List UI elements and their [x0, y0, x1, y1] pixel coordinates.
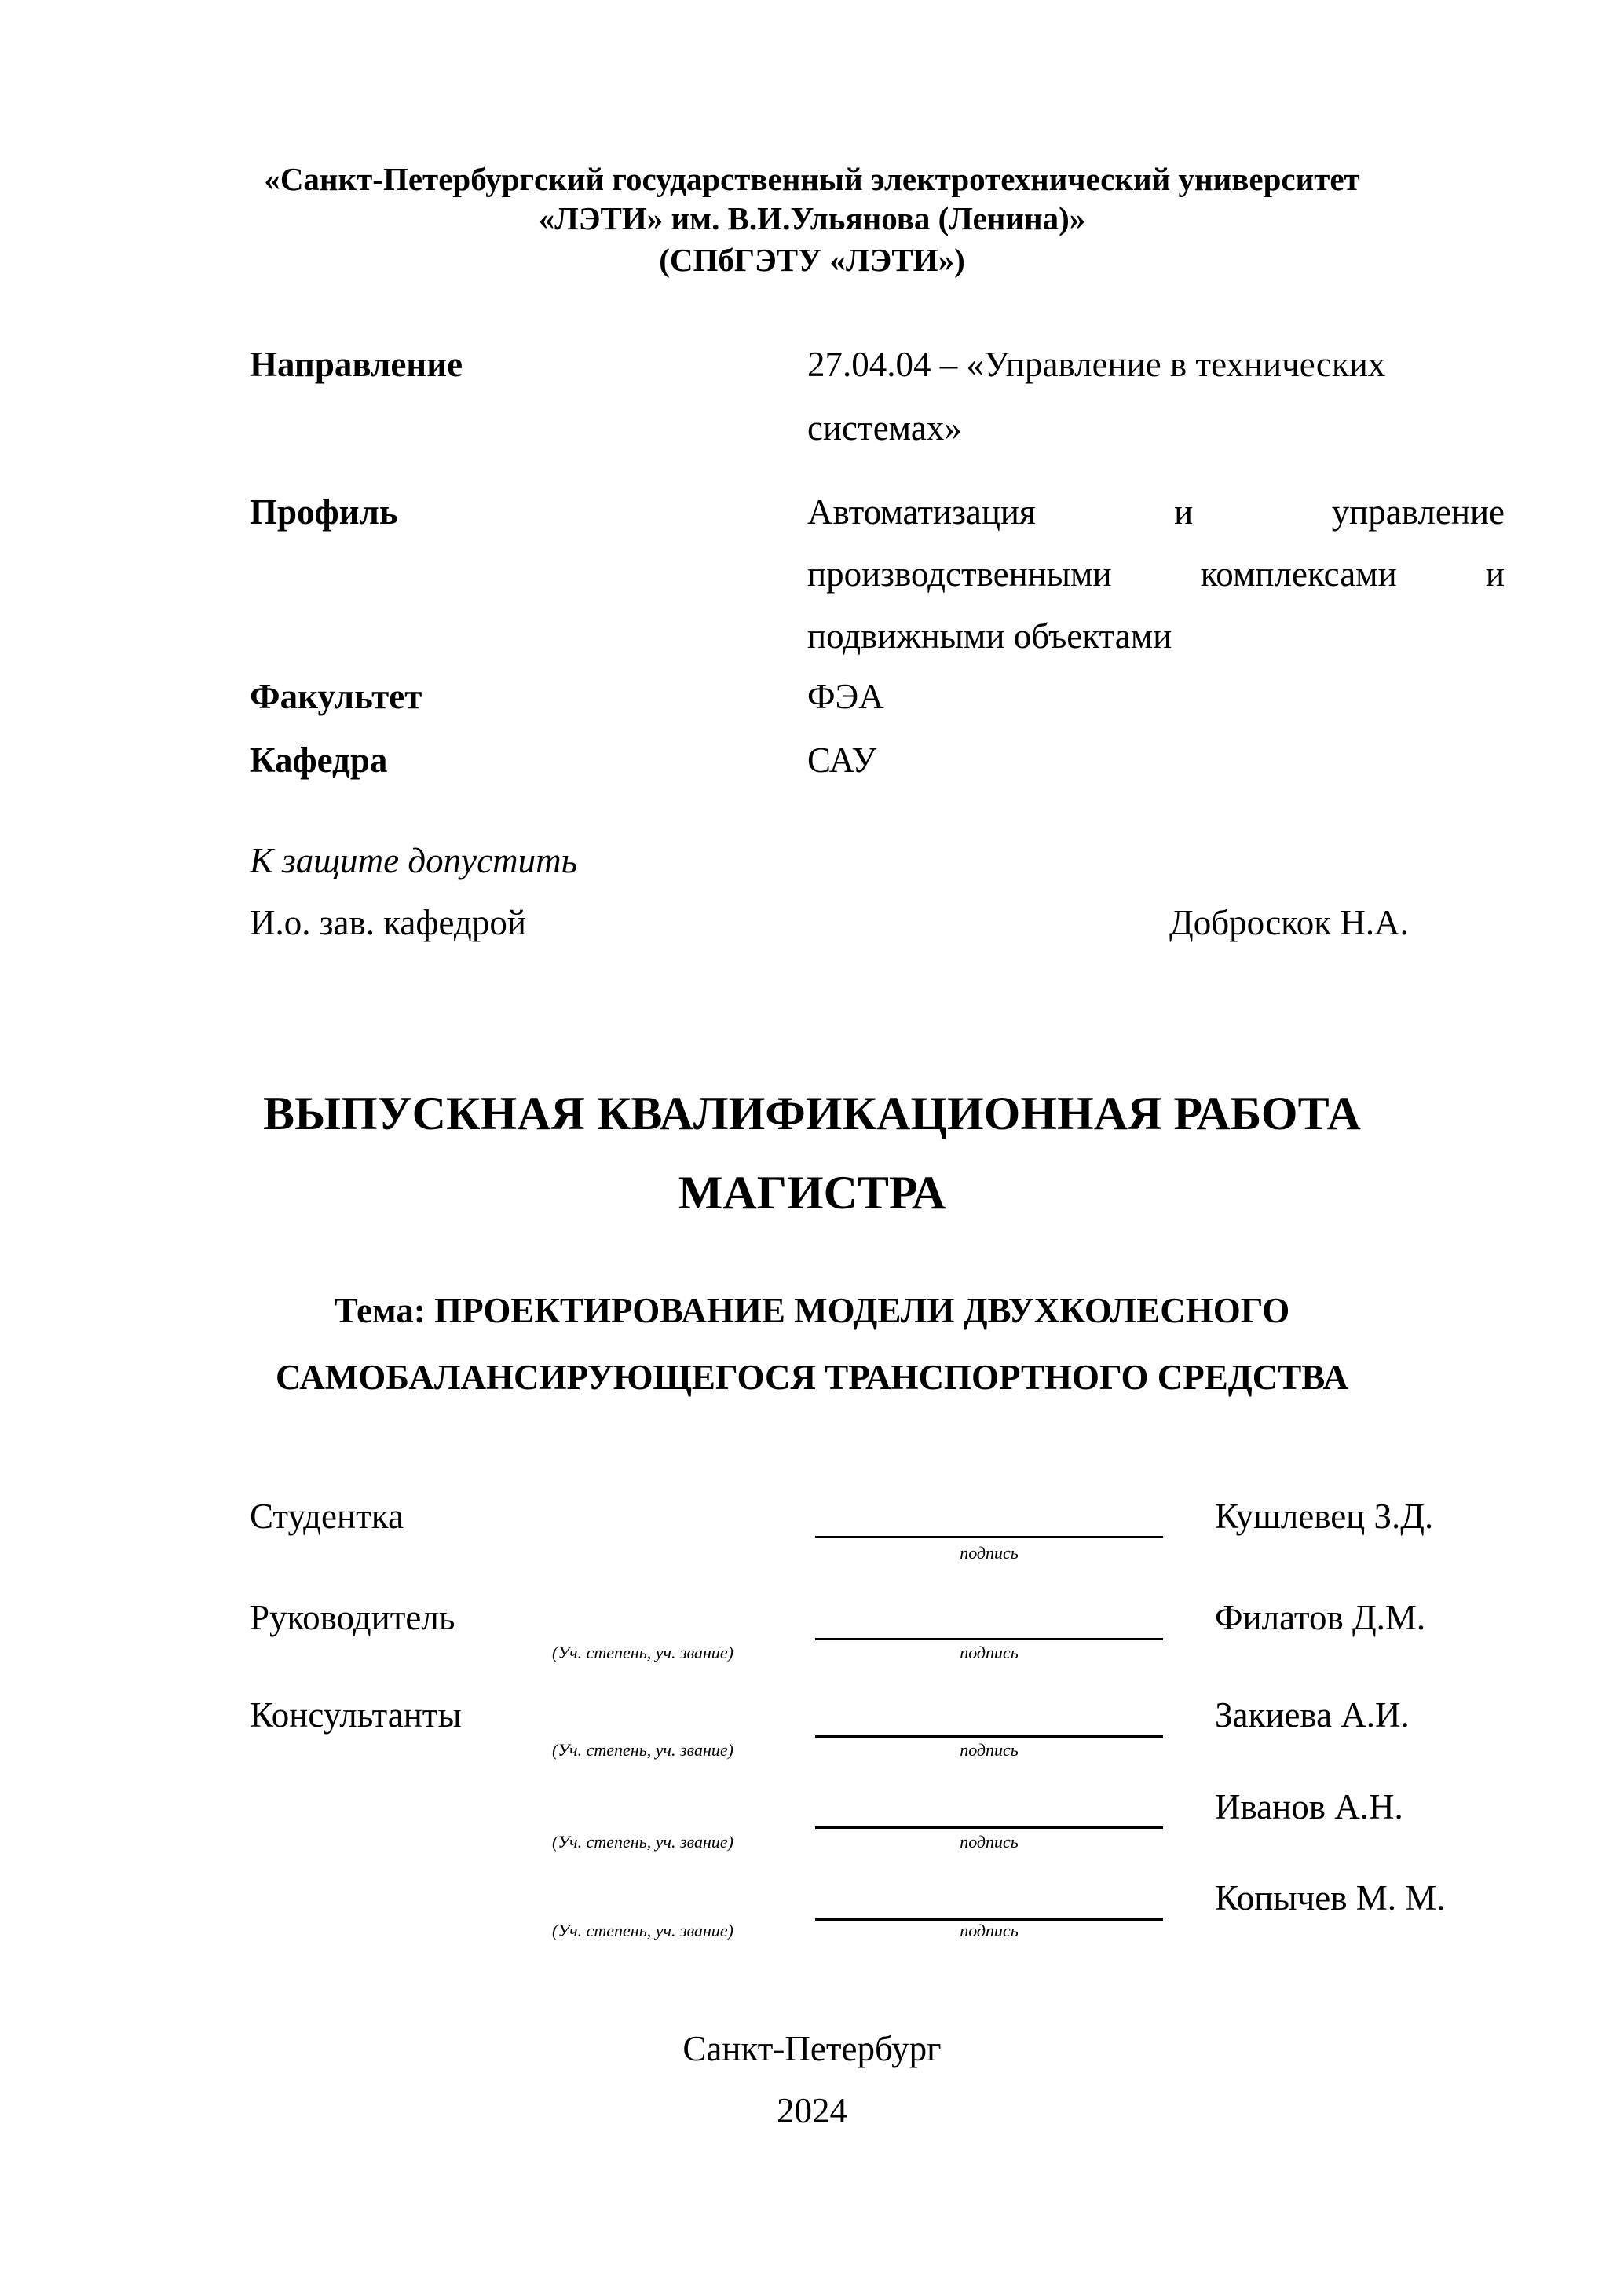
approval-name: Доброскок Н.А. — [1169, 903, 1409, 942]
supervisor-name: Филатов Д.М. — [1215, 1598, 1426, 1637]
profile-value-line2 — [807, 554, 1505, 594]
department-label: Кафедра — [250, 740, 388, 780]
profile-value-line1 — [807, 492, 1505, 532]
consultant-name: Иванов А.Н. — [1215, 1787, 1403, 1826]
approval-label: К защите допустить — [250, 841, 578, 880]
signature-caption: подпись — [960, 1740, 1019, 1760]
faculty-value: ФЭА — [807, 677, 884, 716]
signature-caption: подпись — [960, 1643, 1019, 1662]
word: производственными — [807, 554, 1112, 594]
profile-value-line3: подвижными объектами — [807, 616, 1172, 656]
faculty-label: Факультет — [250, 677, 422, 716]
supervisor-label: Руководитель — [250, 1598, 455, 1637]
department-value: САУ — [807, 740, 877, 780]
degree-caption: (Уч. степень, уч. звание) — [552, 1643, 733, 1662]
student-name: Кушлевец З.Д. — [1215, 1497, 1434, 1536]
city: Санкт-Петербург — [682, 2029, 942, 2068]
consultant-name: Закиева А.И. — [1215, 1695, 1410, 1735]
word: и — [1485, 554, 1505, 594]
signature-caption: подпись — [960, 1543, 1019, 1563]
consultant-name: Копычев М. М. — [1215, 1878, 1446, 1918]
direction-label: Направление — [250, 345, 463, 384]
university-name-line2: «ЛЭТИ» им. В.И.Ульянова (Ленина)» — [538, 200, 1086, 236]
signature-line — [815, 1536, 1163, 1538]
university-name-line1: «Санкт-Петербургский государственный электротехнический университет — [264, 161, 1360, 197]
word: комплексами — [1200, 554, 1397, 594]
direction-value: 27.04.04 – «Управление в технических — [807, 345, 1386, 384]
student-label: Студентка — [250, 1497, 404, 1536]
word: и — [1174, 492, 1194, 532]
year: 2024 — [777, 2091, 847, 2130]
profile-label: Профиль — [250, 492, 398, 532]
approval-position: И.о. зав. кафедрой — [250, 903, 526, 942]
word: Автоматизация — [807, 492, 1036, 532]
signature-caption: подпись — [960, 1921, 1019, 1940]
consultants-label: Консультанты — [250, 1695, 462, 1735]
signature-line — [815, 1638, 1163, 1640]
work-title-line2: МАГИСТРА — [678, 1167, 946, 1219]
work-title-line1: ВЫПУСКНАЯ КВАЛИФИКАЦИОННАЯ РАБОТА — [263, 1088, 1361, 1139]
word: управление — [1331, 492, 1505, 532]
signature-caption: подпись — [960, 1832, 1019, 1852]
degree-caption: (Уч. степень, уч. звание) — [552, 1921, 733, 1940]
signature-line — [815, 1735, 1163, 1738]
theme-line1: Тема: ПРОЕКТИРОВАНИЕ МОДЕЛИ ДВУХКОЛЕСНОГО — [334, 1291, 1290, 1330]
degree-caption: (Уч. степень, уч. звание) — [552, 1740, 733, 1760]
degree-caption: (Уч. степень, уч. звание) — [552, 1832, 733, 1852]
direction-value-cont: системах» — [807, 408, 962, 448]
theme-line2: САМОБАЛАНСИРУЮЩЕГОСЯ ТРАНСПОРТНОГО СРЕДСТВА — [276, 1358, 1348, 1397]
university-abbr: (СПбГЭТУ «ЛЭТИ») — [659, 242, 965, 278]
signature-line — [815, 1826, 1163, 1829]
